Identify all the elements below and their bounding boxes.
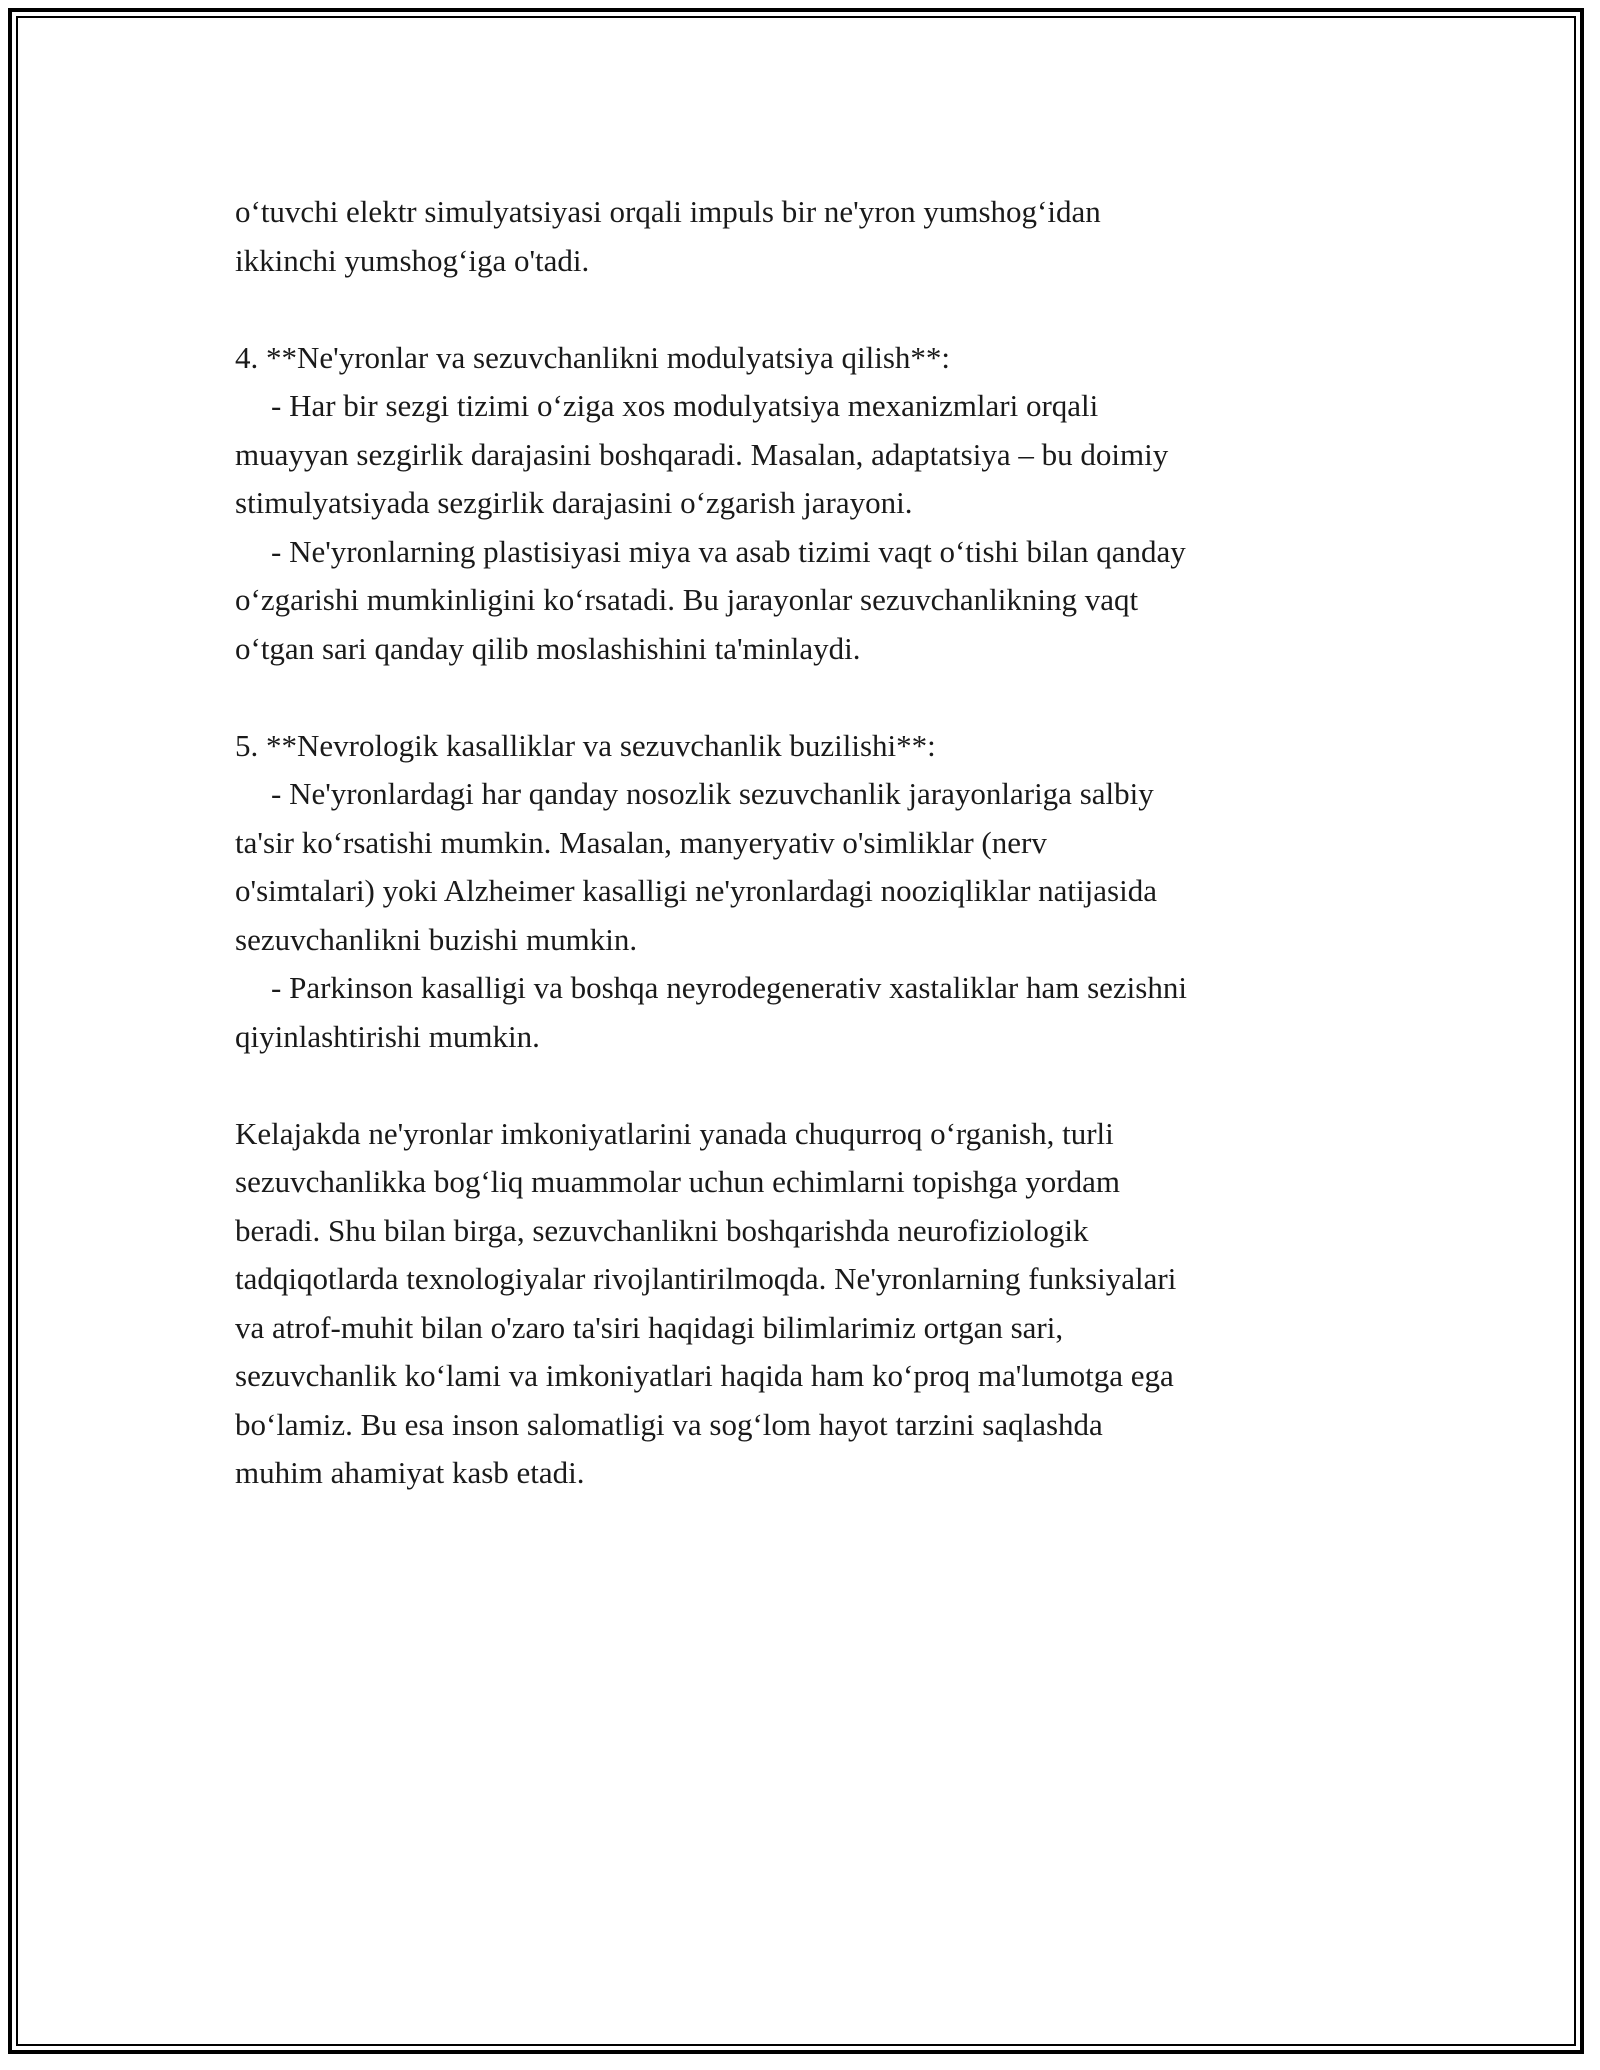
text-line: ikkinchi yumshog‘iga o'tadi. [235,242,590,278]
text-line: beradi. Shu bilan birga, sezuvchanlikni boshqarishda neurofiziologik [235,1212,1089,1248]
text-line: sezuvchanlikka bog‘liq muammolar uchun echimlarni topishga yordam [235,1164,1120,1199]
text-line: muayyan sezgirlik darajasini boshqaradi. Masalan, adaptatsiya – bu doimiy [235,436,1169,472]
text-line: muhim ahamiyat kasb etadi. [235,1455,585,1490]
intro-paragraph [235,188,1375,285]
section-5-heading: 5. **Nevrologik kasalliklar va sezuvchanlik buzilishi**: [235,727,936,763]
document-body [235,188,1375,1498]
text-line: bo‘lamiz. Bu esa inson salomatligi va sog‘lom hayot tarzini saqlashda [235,1406,1103,1442]
section-5 [235,722,1375,1062]
section-4-heading: 4. **Ne'yronlar va sezuvchanlikni modulyatsiya qilish**: [235,339,950,375]
text-line: va atrof-muhit bilan o'zaro ta'siri haqidagi bilimlarimiz ortgan sari, [235,1309,1064,1345]
text-line: - Ne'yronlardagi har qanday nosozlik sezuvchanlik jarayonlariga salbiy [271,776,1154,811]
conclusion-paragraph [235,1110,1375,1498]
text-line: o‘tgan sari qanday qilib moslashishini ta'minlaydi. [235,630,861,666]
text-line: o‘zgarishi mumkinligini ko‘rsatadi. Bu jarayonlar sezuvchanlikning vaqt [235,582,1139,617]
text-line: - Har bir sezgi tizimi o‘ziga xos modulyatsiya mexanizmlari orqali [271,388,1099,423]
text-line: - Ne'yronlarning plastisiyasi miya va asab tizimi vaqt o‘tishi bilan qanday [271,533,1186,569]
text-line: Kelajakda ne'yronlar imkoniyatlarini yanada chuqurroq o‘rganish, turli [235,1115,1114,1151]
paragraph-gap [235,673,1375,722]
text-line: qiyinlashtirishi mumkin. [235,1018,540,1054]
section-4 [235,334,1375,674]
paragraph-gap [235,285,1375,334]
text-line: ta'sir ko‘rsatishi mumkin. Masalan, manyeryativ o'simliklar (nerv [235,824,1047,860]
paragraph-gap [235,1061,1375,1110]
text-line: tadqiqotlarda texnologiyalar rivojlantirilmoqda. Ne'yronlarning funksiyalari [235,1261,1177,1296]
text-line: o'simtalari) yoki Alzheimer kasalligi ne'yronlardagi nooziqliklar natijasida [235,873,1157,908]
text-line: sezuvchanlik ko‘lami va imkoniyatlari haqida ham ko‘proq ma'lumotga ega [235,1358,1174,1393]
text-line: o‘tuvchi elektr simulyatsiyasi orqali impuls bir ne'yron yumshog‘idan [235,194,1101,229]
text-line: - Parkinson kasalligi va boshqa neyrodegenerativ xastaliklar ham sezishni [271,970,1187,1005]
text-line: stimulyatsiyada sezgirlik darajasini o‘zgarish jarayoni. [235,485,913,520]
text-line: sezuvchanlikni buzishi mumkin. [235,921,638,957]
